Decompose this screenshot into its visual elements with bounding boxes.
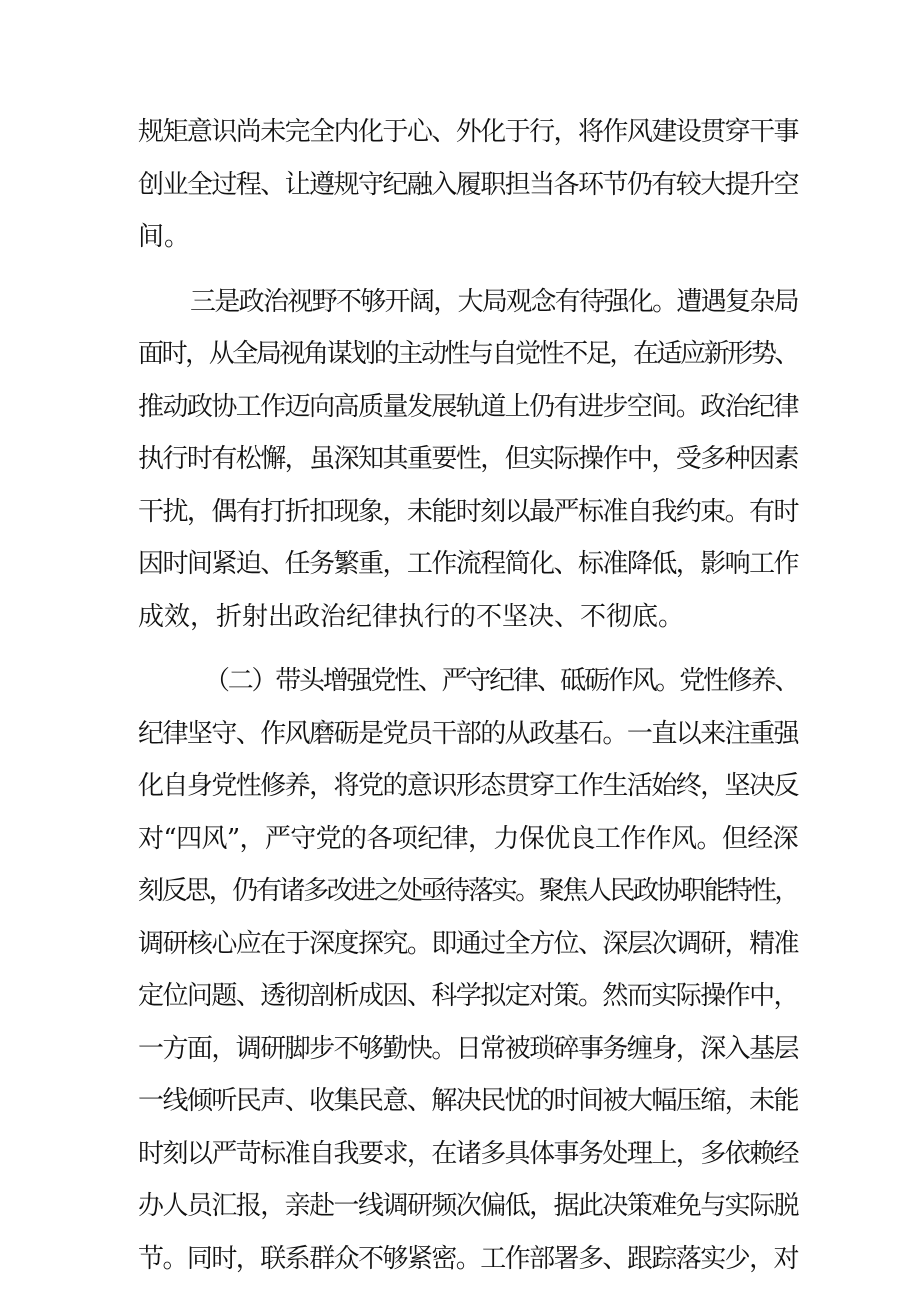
text-line: 间。	[138, 222, 191, 252]
text-line: 办人员汇报，亲赴一线调研频次偏低，据此决策难免与实际脱	[138, 1191, 798, 1221]
text-line: 三是政治视野不够开阔，大局观念有待强化。遭遇复杂局	[190, 286, 798, 317]
paragraph-continuation	[138, 106, 798, 264]
text-line: 时刻以严苛标准自我要求，在诸多具体事务处理上，多依赖经	[138, 1138, 798, 1169]
text-line: 推动政协工作迈向高质量发展轨道上仍有进步空间。政治纪律	[138, 391, 798, 422]
text-line: 定位问题、透彻剖析成因、科学拟定对策。然而实际操作中，	[138, 981, 798, 1011]
text-line: 调研核心应在于深度探究。即通过全方位、深层次调研，精准	[138, 928, 798, 959]
text-line: （二）带头增强党性、严守纪律、砥砺作风。党性修养、	[204, 666, 798, 696]
text-line: 对“四风”，严守党的各项纪律，力保优良工作作风。但经深	[138, 823, 798, 854]
text-line: 执行时有松懈，虽深知其重要性，但实际操作中，受多种因素	[138, 444, 798, 474]
text-line: 纪律坚守、作风磨砺是党员干部的从政基石。一直以来注重强	[138, 718, 798, 749]
paragraph-political-vision	[138, 276, 798, 644]
document-body	[138, 106, 798, 1285]
text-line: 干扰，偶有打折扣现象，未能时刻以最严标准自我约束。有时	[138, 496, 798, 527]
text-line: 规矩意识尚未完全内化于心、外化于行，将作风建设贯穿干事	[138, 117, 798, 147]
text-line: 成效，折射出政治纪律执行的不坚决、不彻底。	[138, 601, 685, 632]
text-line: 一方面，调研脚步不够勤快。日常被琐碎事务缠身，深入基层	[138, 1033, 798, 1064]
text-line: 因时间紧迫、任务繁重，工作流程简化、标准降低，影响工作	[138, 549, 798, 579]
text-line: 化自身党性修养，将党的意识形态贯穿工作生活始终，坚决反	[138, 771, 798, 801]
text-line: 面时，从全局视角谋划的主动性与自觉性不足，在适应新形势、	[138, 339, 798, 369]
text-line: 刻反思，仍有诸多改进之处亟待落实。聚焦人民政协职能特性，	[138, 876, 798, 906]
text-line: 节。同时，联系群众不够紧密。工作部署多、跟踪落实少，对	[138, 1243, 798, 1274]
paragraph-party-spirit	[138, 655, 798, 1285]
text-line: 一线倾听民声、收集民意、解决民忧的时间被大幅压缩，未能	[138, 1086, 798, 1116]
text-line: 创业全过程、让遵规守纪融入履职担当各环节仍有较大提升空	[138, 169, 798, 200]
